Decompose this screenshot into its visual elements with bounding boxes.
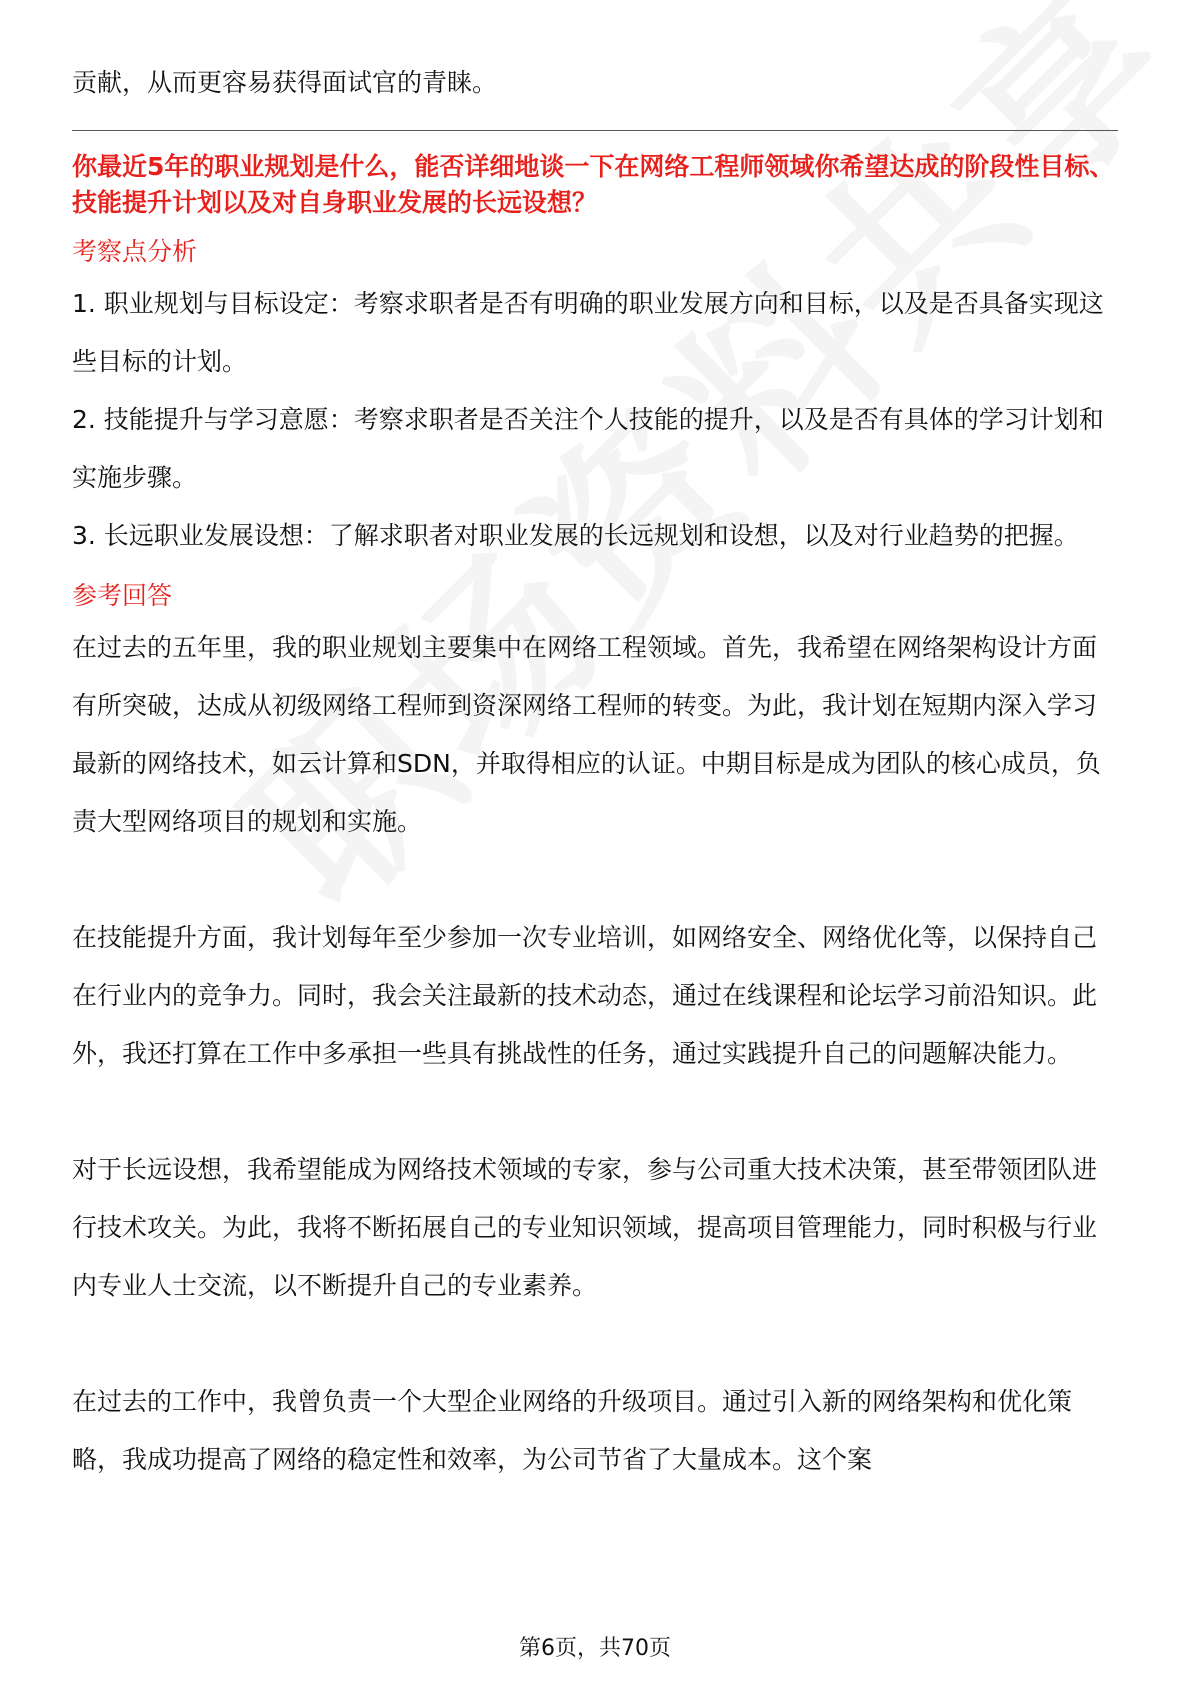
answer-paragraph: 在过去的工作中，我曾负责一个大型企业网络的升级项目。通过引入新的网络架构和优化策略，我成功提高了网络的稳定性和效率，为公司节省了大量成本。这个案 [72,1387,1073,1474]
analysis-list [72,275,1118,565]
analysis-item: 3. 长远职业发展设想：了解求职者对职业发展的长远规划和设想，以及对行业趋势的把握。 [72,521,1079,550]
answer-heading: 参考回答 [72,581,173,610]
answer-paragraph: 在技能提升方面，我计划每年至少参加一次专业培训，如网络安全、网络优化等，以保持自己在行业内的竞争力。同时，我会关注最新的技术动态，通过在线课程和论坛学习前沿知识。此外，我还打算在工作中多承担一些具有挑战性的任务，通过实践提升自己的问题解决能力。 [72,923,1098,1068]
analysis-item: 2. 技能提升与学习意愿：考察求职者是否关注个人技能的提升，以及是否有具体的学习计划和实施步骤。 [72,405,1104,492]
section-divider [72,130,1118,131]
analysis-heading: 考察点分析 [72,237,198,266]
page-footer: 第6页，共70页 [519,1636,671,1661]
question-title: 你最近5年的职业规划是什么，能否详细地谈一下在网络工程师领域你希望达成的阶段性目标、技能提升计划以及对自身职业发展的长远设想？ [72,152,1115,217]
answer-paragraph: 对于长远设想，我希望能成为网络技术领域的专家，参与公司重大技术决策，甚至带领团队进行技术攻关。为此，我将不断拓展自己的专业知识领域，提高项目管理能力，同时积极与行业内专业人士交流，以不断提升自己的专业素养。 [72,1155,1098,1300]
analysis-section [72,233,1118,565]
answer-section [72,577,1118,1489]
answer-paragraph: 在过去的五年里，我的职业规划主要集中在网络工程领域。首先，我希望在网络架构设计方面有所突破，达成从初级网络工程师到资深网络工程师的转变。为此，我计划在短期内深入学习最新的网络技术，如云计算和SDN，并取得相应的认证。中期目标是成为团队的核心成员，负责大型网络项目的规划和实施。 [72,633,1101,836]
previous-answer-tail: 贡献，从而更容易获得面试官的青睐。 [72,68,498,97]
analysis-item: 1. 职业规划与目标设定：考察求职者是否有明确的职业发展方向和目标，以及是否具备实现这些目标的计划。 [72,289,1104,376]
page-content [72,54,1118,1489]
